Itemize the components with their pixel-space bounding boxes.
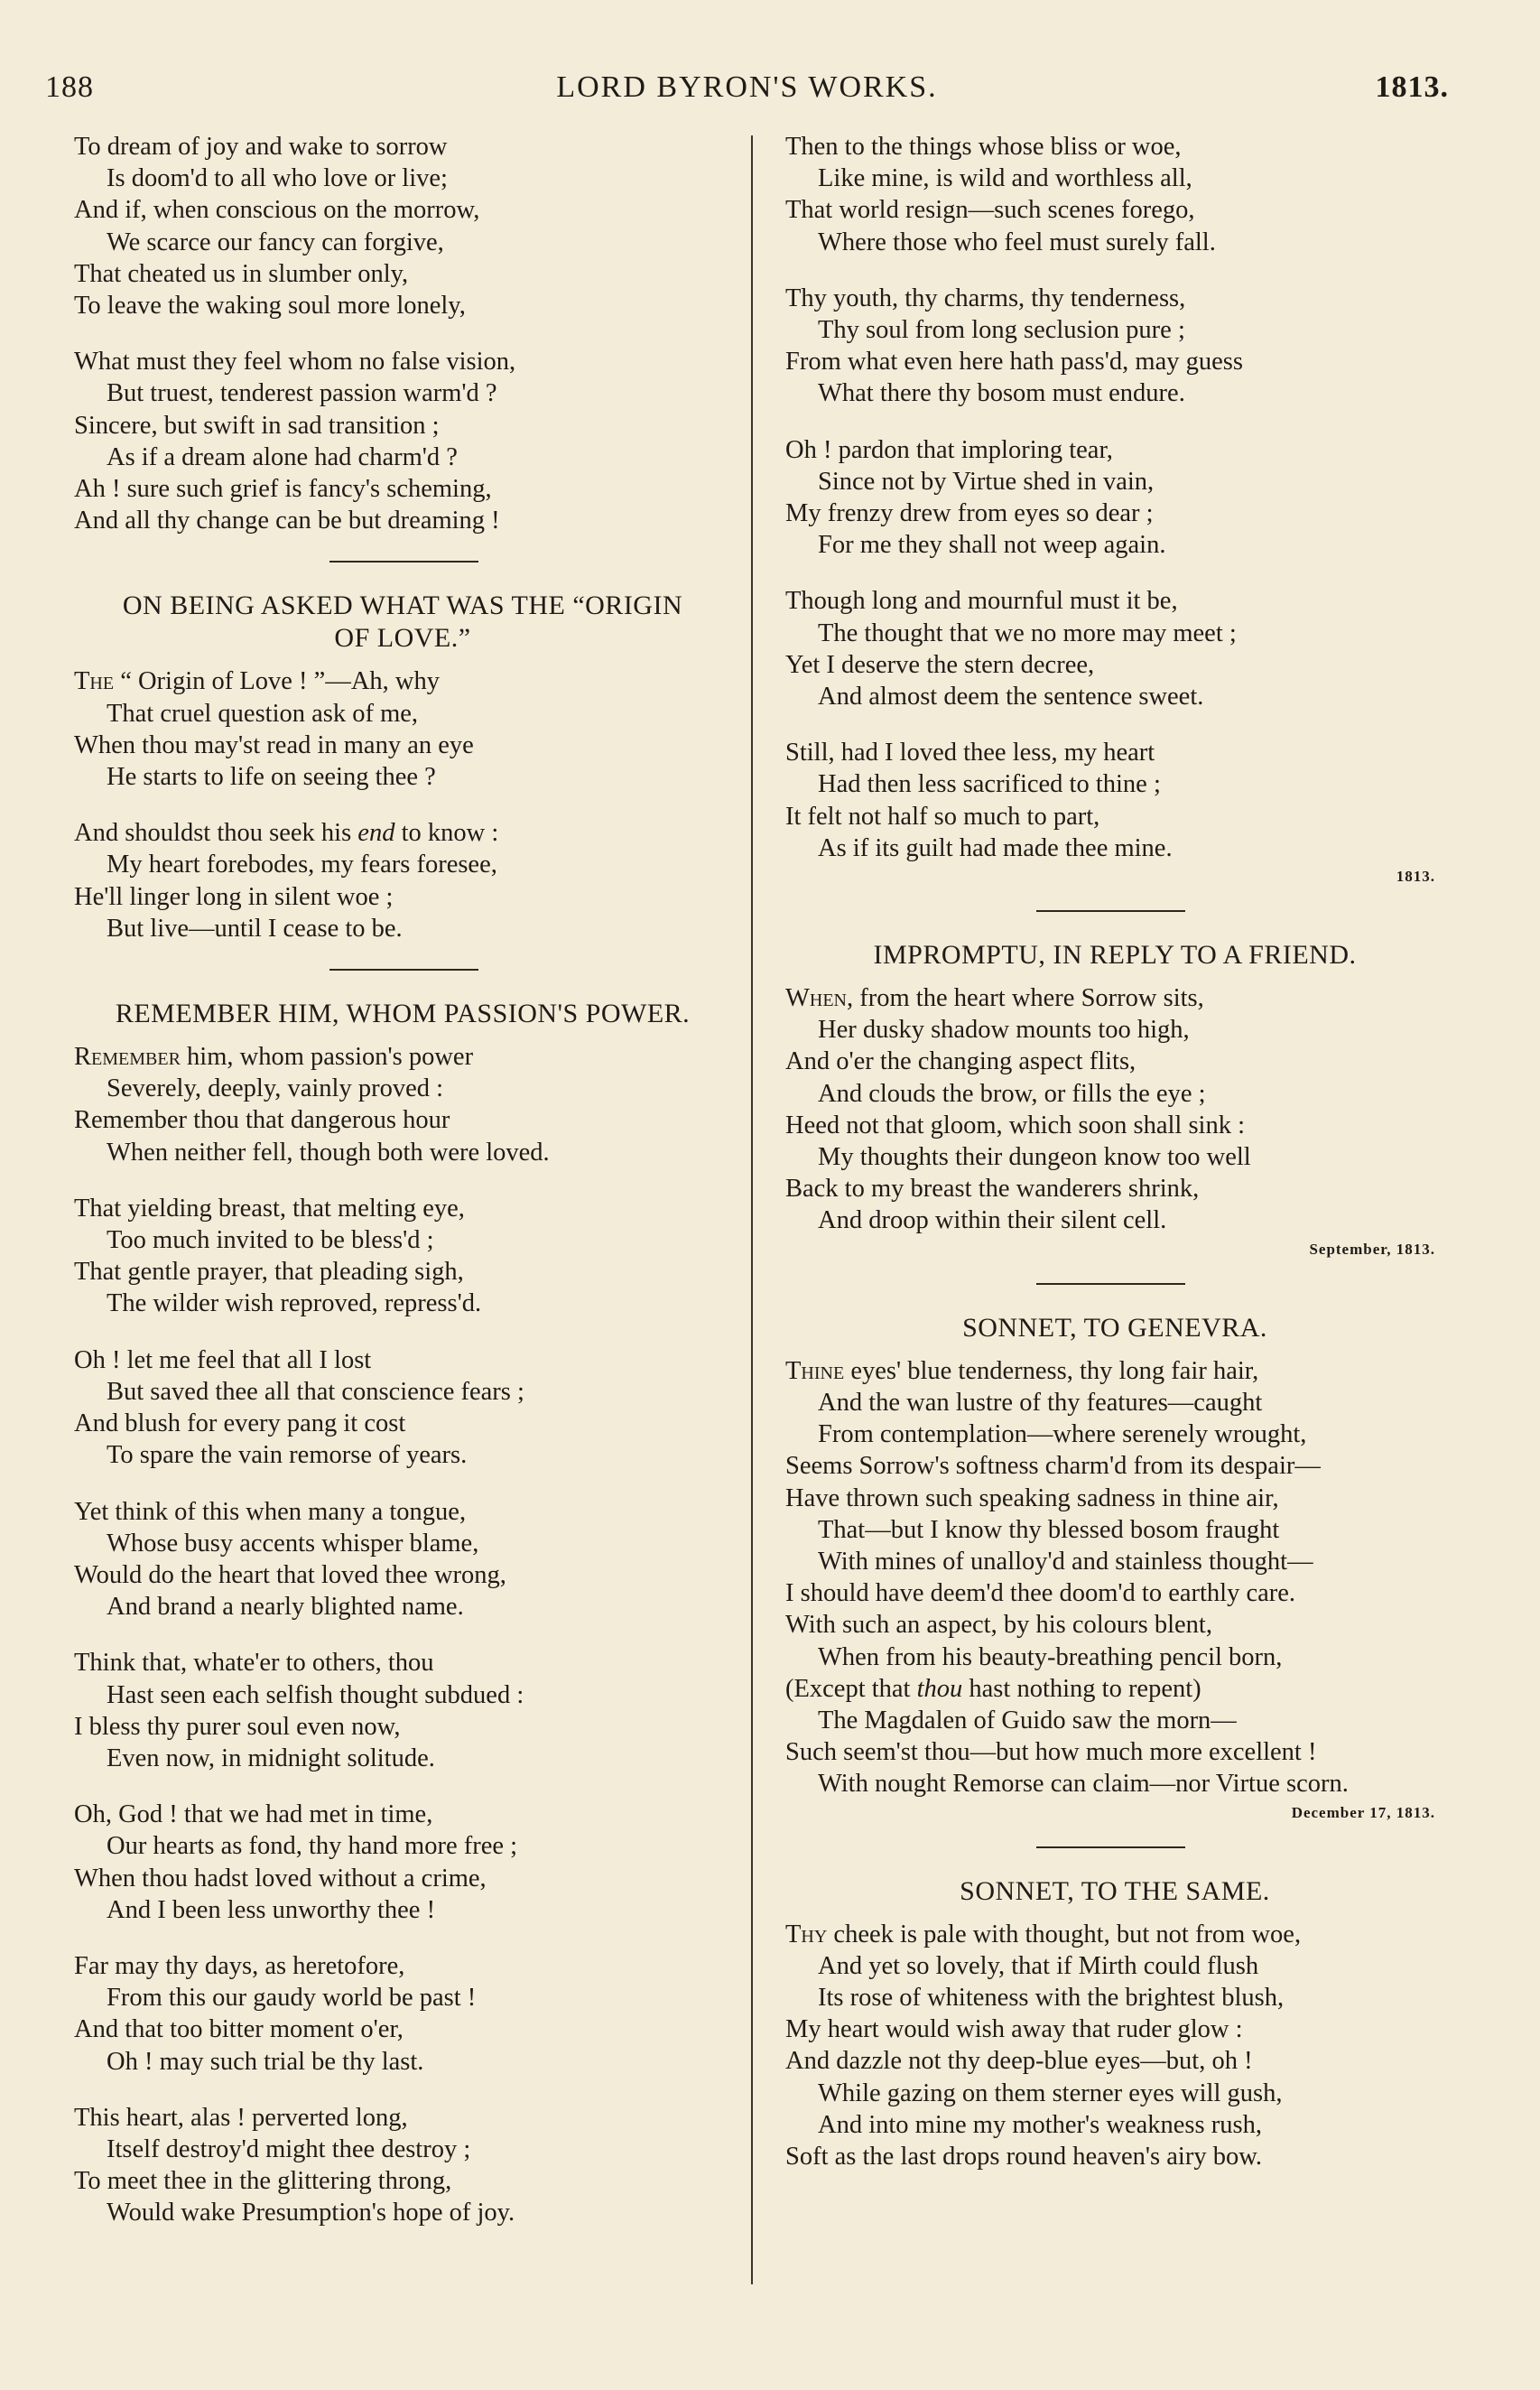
poem-date: September, 1813. bbox=[1309, 1240, 1435, 1258]
stanza bbox=[74, 1647, 733, 1774]
poem-line: Ah ! sure such grief is fancy's scheming, bbox=[74, 475, 492, 504]
poem-line: This heart, alas ! perverted long, bbox=[74, 2103, 408, 2132]
stanza bbox=[785, 585, 1435, 712]
sonnet-same bbox=[785, 1875, 1435, 2173]
left-column bbox=[74, 131, 733, 2254]
line-text: , from the heart where Sorrow sits, bbox=[847, 984, 1204, 1013]
poem-line: Our hearts as fond, thy hand more free ; bbox=[107, 1832, 518, 1861]
poem-line: And all thy change can be but dreaming ! bbox=[74, 507, 500, 535]
poem-line: Soft as the last drops round heaven's airy bow. bbox=[785, 2142, 1263, 2171]
running-title: LORD BYRON'S WORKS. bbox=[556, 70, 938, 104]
stanza bbox=[74, 817, 733, 944]
poem-line: To leave the waking soul more lonely, bbox=[74, 292, 466, 321]
poem-line: When from his beauty-breathing pencil born, bbox=[818, 1642, 1283, 1671]
first-word: The bbox=[74, 667, 115, 696]
stanza bbox=[74, 1344, 733, 1472]
poem-line: To spare the vain remorse of years. bbox=[107, 1441, 468, 1470]
page-header bbox=[45, 63, 1449, 108]
remember-stanzas bbox=[74, 1041, 733, 2229]
poem-line: Where those who feel must surely fall. bbox=[818, 228, 1216, 256]
poem-line: The wilder wish reproved, repress'd. bbox=[107, 1289, 482, 1318]
poem-line: Yet think of this when many a tongue, bbox=[74, 1497, 467, 1526]
poem-line: Hast seen each selfish thought subdued : bbox=[107, 1680, 524, 1709]
stanza bbox=[785, 131, 1435, 258]
poem-line: Sincere, but swift in sad transition ; bbox=[74, 411, 440, 440]
line-emphasis: thou bbox=[916, 1674, 963, 1703]
stanza bbox=[785, 1355, 1435, 1800]
line-text: eyes' blue tenderness, thy long fair hair, bbox=[844, 1356, 1259, 1385]
remember-poem-continued bbox=[785, 131, 1435, 864]
poem-title: IMPROMPTU, IN REPLY TO A FRIEND. bbox=[873, 940, 1357, 971]
line-text: him, whom passion's power bbox=[180, 1043, 474, 1072]
poem-line: I should have deem'd thee doom'd to earthly care. bbox=[785, 1579, 1296, 1608]
poem-line: Far may thy days, as heretofore, bbox=[74, 1951, 405, 1980]
poem-line: From what even here hath pass'd, may guess bbox=[785, 348, 1243, 377]
poem-line: And blush for every pang it cost bbox=[74, 1409, 406, 1438]
poem-line: Heed not that gloom, which soon shall sink : bbox=[785, 1111, 1245, 1139]
poem-line: Think that, whate'er to others, thou bbox=[74, 1649, 434, 1678]
dream-poem bbox=[74, 131, 733, 536]
poem-line: That gentle prayer, that pleading sigh, bbox=[74, 1258, 464, 1287]
poem-line: What must they feel whom no false vision, bbox=[74, 348, 516, 377]
poem-date: December 17, 1813. bbox=[1291, 1803, 1435, 1821]
poem-line: He starts to life on seeing thee ? bbox=[107, 763, 436, 792]
poem-line: Like mine, is wild and worthless all, bbox=[818, 164, 1192, 193]
poem-title-line: ON BEING ASKED WHAT WAS THE “ORIGIN bbox=[122, 591, 683, 621]
poem-line: When thou may'st read in many an eye bbox=[74, 730, 474, 759]
poem-line: And o'er the changing aspect flits, bbox=[785, 1047, 1136, 1076]
column-divider bbox=[751, 135, 753, 2284]
line-text: to know : bbox=[394, 819, 499, 848]
poem-line: And brand a nearly blighted name. bbox=[107, 1593, 464, 1622]
poem-line bbox=[74, 1041, 733, 1073]
poem-line bbox=[785, 982, 1435, 1014]
section-separator bbox=[329, 561, 478, 563]
remember-poem bbox=[74, 998, 733, 2229]
poem-line bbox=[74, 817, 733, 849]
poem-line: My thoughts their dungeon know too well bbox=[818, 1143, 1251, 1172]
poem-title bbox=[45, 590, 760, 655]
stanza bbox=[785, 982, 1435, 1237]
right-column bbox=[785, 131, 1435, 2197]
poem-line: With mines of unalloy'd and stainless thought— bbox=[818, 1547, 1313, 1576]
poem-line: Too much invited to be bless'd ; bbox=[107, 1226, 434, 1255]
poem-line: Severely, deeply, vainly proved : bbox=[107, 1074, 444, 1103]
stanza bbox=[74, 1041, 733, 1168]
stanza bbox=[74, 665, 733, 793]
stanza bbox=[74, 2102, 733, 2229]
line-text: cheek is pale with thought, but not from woe, bbox=[827, 1920, 1302, 1948]
line-text: And shouldst thou seek his bbox=[74, 819, 358, 848]
stanza bbox=[785, 1919, 1435, 2173]
poem-line: Still, had I loved thee less, my heart bbox=[785, 739, 1155, 767]
poem-line: As if a dream alone had charm'd ? bbox=[107, 442, 458, 471]
poem-line: Its rose of whiteness with the brightest blush, bbox=[818, 1983, 1285, 2012]
poem-line: My heart would wish away that ruder glow : bbox=[785, 2015, 1243, 2044]
poem-line: Seems Sorrow's softness charm'd from its despair— bbox=[785, 1452, 1321, 1481]
poem-line: Since not by Virtue shed in vain, bbox=[818, 467, 1155, 496]
poem-line: Thy soul from long seclusion pure ; bbox=[818, 316, 1185, 345]
section-separator bbox=[1036, 910, 1185, 912]
poem-line bbox=[785, 1355, 1435, 1387]
poem-line: When neither fell, though both were loved. bbox=[107, 1138, 550, 1167]
section-separator bbox=[1036, 1283, 1185, 1285]
poem-line: Would do the heart that loved thee wrong, bbox=[74, 1560, 506, 1589]
poem-line: Though long and mournful must it be, bbox=[785, 587, 1178, 616]
poem-line: And clouds the brow, or fills the eye ; bbox=[818, 1079, 1206, 1108]
poem-line: From contemplation—where serenely wrought, bbox=[818, 1420, 1307, 1449]
poem-line: That world resign—such scenes forego, bbox=[785, 196, 1195, 225]
poem-line: Have thrown such speaking sadness in thine air, bbox=[785, 1483, 1279, 1512]
stanza bbox=[74, 1950, 733, 2078]
stanza bbox=[74, 131, 733, 321]
poem-line: And into mine my mother's weakness rush, bbox=[818, 2110, 1262, 2139]
stanza bbox=[74, 1193, 733, 1320]
page-number: 188 bbox=[45, 70, 94, 104]
poem-line: But live—until I cease to be. bbox=[107, 914, 403, 943]
poem-line: From this our gaudy world be past ! bbox=[107, 1984, 477, 2013]
poem-line: When thou hadst loved without a crime, bbox=[74, 1864, 487, 1892]
poem-line: Oh, God ! that we had met in time, bbox=[74, 1800, 433, 1829]
poem-line: Such seem'st thou—but how much more excellent ! bbox=[785, 1738, 1317, 1767]
poem-line: And droop within their silent cell. bbox=[818, 1206, 1167, 1235]
first-word: When bbox=[785, 984, 848, 1013]
poem-line: Oh ! let me feel that all I lost bbox=[74, 1345, 372, 1374]
poem-line: To dream of joy and wake to sorrow bbox=[74, 133, 448, 161]
poem-line: Yet I deserve the stern decree, bbox=[785, 650, 1095, 679]
poem-line: And yet so lovely, that if Mirth could flush bbox=[818, 1951, 1259, 1980]
poem-line: The Magdalen of Guido saw the morn— bbox=[818, 1706, 1237, 1734]
poem-line: As if its guilt had made thee mine. bbox=[818, 833, 1173, 862]
poem-line: Would wake Presumption's hope of joy. bbox=[107, 2199, 515, 2227]
impromptu-poem bbox=[785, 939, 1435, 1260]
poem-line: Is doom'd to all who love or live; bbox=[107, 164, 448, 193]
poem-line bbox=[785, 1673, 1435, 1705]
poem-line: That cheated us in slumber only, bbox=[74, 259, 409, 288]
line-text: “ Origin of Love ! ”—Ah, why bbox=[120, 667, 440, 696]
line-text: hast nothing to repent) bbox=[962, 1674, 1201, 1703]
poem-line: For me they shall not weep again. bbox=[818, 531, 1166, 560]
stanza bbox=[785, 283, 1435, 410]
stanza bbox=[785, 737, 1435, 864]
poem-line: Then to the things whose bliss or woe, bbox=[785, 133, 1182, 161]
poem-line: With such an aspect, by his colours blent, bbox=[785, 1611, 1212, 1640]
poem-line: Had then less sacrificed to thine ; bbox=[818, 770, 1161, 799]
poem-line: I bless thy purer soul even now, bbox=[74, 1712, 401, 1741]
stanza bbox=[74, 346, 733, 536]
stanza bbox=[74, 1799, 733, 1926]
poem-line: That—but I know thy blessed bosom fraught bbox=[818, 1515, 1280, 1544]
poem-line: And I been less unworthy thee ! bbox=[107, 1895, 436, 1924]
poem-line: My heart forebodes, my fears foresee, bbox=[107, 851, 497, 879]
poem-date: 1813. bbox=[1396, 868, 1435, 886]
poem-line: Itself destroy'd might thee destroy ; bbox=[107, 2134, 471, 2163]
poem-line: It felt not half so much to part, bbox=[785, 802, 1100, 831]
origin-poem bbox=[74, 590, 733, 944]
poem-line: And that too bitter moment o'er, bbox=[74, 2015, 404, 2044]
poem-title: SONNET, TO THE SAME. bbox=[960, 1875, 1270, 1906]
poem-line bbox=[785, 1919, 1435, 1950]
poem-line: And almost deem the sentence sweet. bbox=[818, 683, 1204, 711]
section-separator bbox=[329, 969, 478, 971]
poem-title: SONNET, TO GENEVRA. bbox=[962, 1312, 1267, 1343]
poem-line: Back to my breast the wanderers shrink, bbox=[785, 1175, 1200, 1204]
sonnet-genevra bbox=[785, 1312, 1435, 1823]
poem-line: But saved thee all that conscience fears ; bbox=[107, 1377, 524, 1406]
stanza bbox=[785, 434, 1435, 562]
first-word: Thine bbox=[785, 1356, 845, 1385]
poem-line: Even now, in midnight solitude. bbox=[107, 1744, 435, 1772]
poem-line: That yielding breast, that melting eye, bbox=[74, 1194, 465, 1223]
poem-line: While gazing on them sterner eyes will gush, bbox=[818, 2078, 1283, 2107]
poem-line: That cruel question ask of me, bbox=[107, 699, 419, 728]
header-year: 1813. bbox=[1375, 70, 1449, 104]
poem-line: The thought that we no more may meet ; bbox=[818, 618, 1237, 647]
poem-line: He'll linger long in silent woe ; bbox=[74, 882, 394, 911]
first-word: Remember bbox=[74, 1043, 181, 1072]
poem-line: Remember thou that dangerous hour bbox=[74, 1106, 450, 1135]
poem-line: But truest, tenderest passion warm'd ? bbox=[107, 379, 497, 408]
poem-line: My frenzy drew from eyes so dear ; bbox=[785, 499, 1154, 528]
poem-title-line: OF LOVE.” bbox=[334, 623, 471, 654]
poem-line: And if, when conscious on the morrow, bbox=[74, 196, 480, 225]
poem-line: We scarce our fancy can forgive, bbox=[107, 228, 444, 256]
poem-line: Her dusky shadow mounts too high, bbox=[818, 1016, 1190, 1045]
poem-line bbox=[74, 665, 733, 697]
poem-line: What there thy bosom must endure. bbox=[818, 379, 1185, 408]
poem-line: Whose busy accents whisper blame, bbox=[107, 1529, 479, 1558]
stanza bbox=[74, 1496, 733, 1623]
poem-line: Oh ! may such trial be thy last. bbox=[107, 2047, 424, 2076]
poem-line: Thy youth, thy charms, thy tenderness, bbox=[785, 284, 1186, 312]
poem-line: With nought Remorse can claim—nor Virtue scorn. bbox=[818, 1770, 1349, 1799]
section-separator bbox=[1036, 1846, 1185, 1848]
poem-line: And dazzle not thy deep-blue eyes—but, oh ! bbox=[785, 2047, 1253, 2076]
first-word: Thy bbox=[785, 1920, 828, 1948]
poem-line: To meet thee in the glittering throng, bbox=[74, 2167, 452, 2196]
line-text: (Except that bbox=[785, 1674, 917, 1703]
line-emphasis: end bbox=[357, 819, 395, 848]
poem-line: And the wan lustre of thy features—caught bbox=[818, 1388, 1263, 1417]
poem-title: REMEMBER HIM, WHOM PASSION'S POWER. bbox=[115, 999, 691, 1029]
poem-line: Oh ! pardon that imploring tear, bbox=[785, 435, 1113, 464]
